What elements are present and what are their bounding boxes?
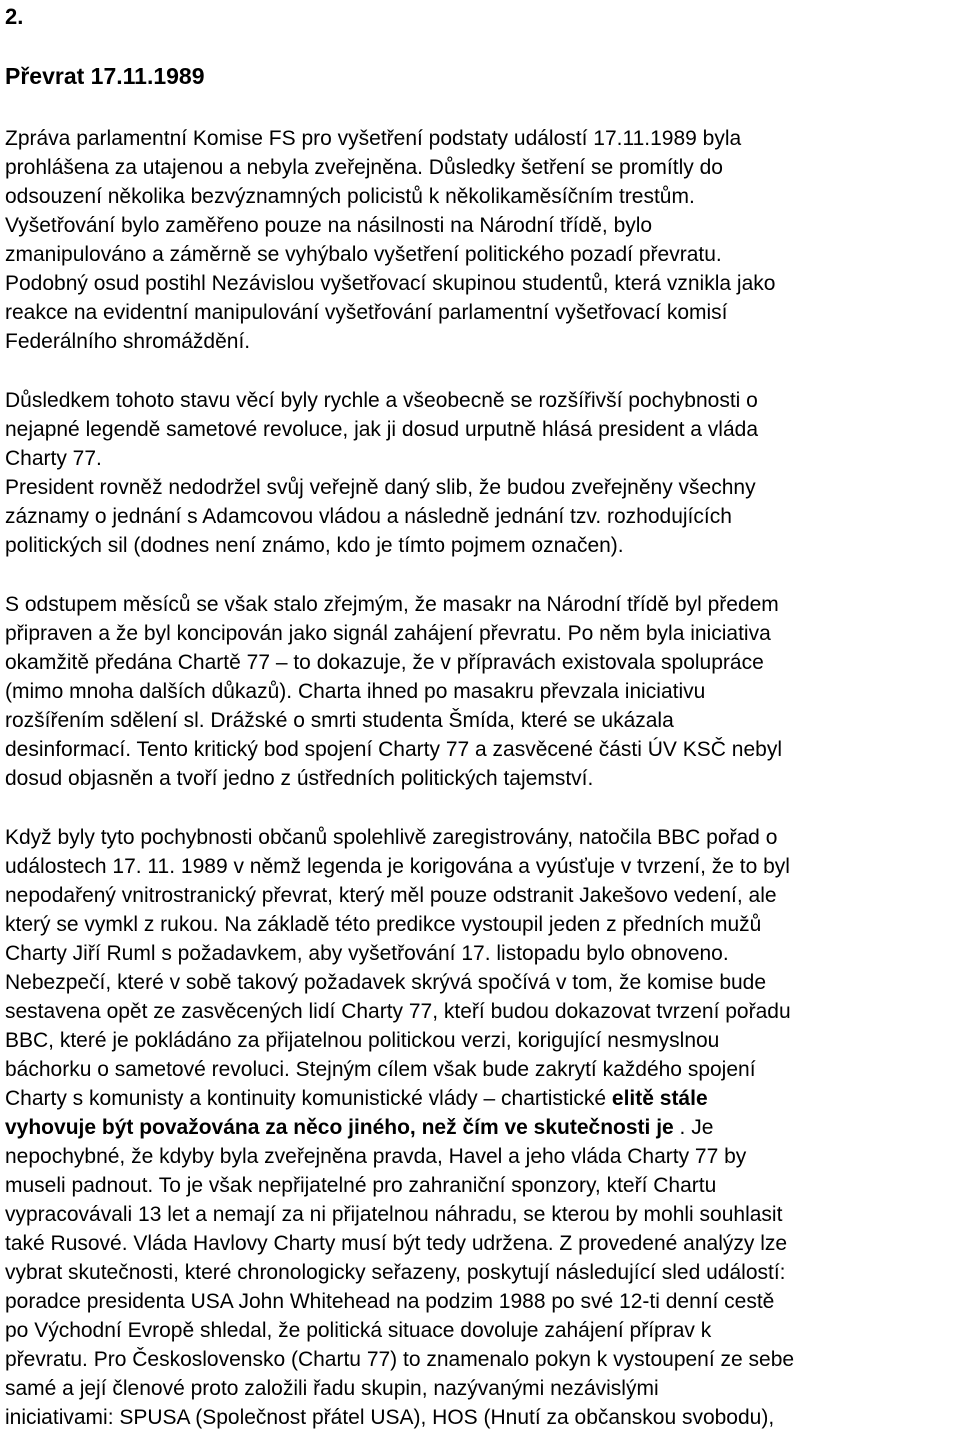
text-line: Vyšetřování bylo zaměřeno pouze na násilnosti na Národní třídě, bylo bbox=[5, 214, 653, 237]
text-line: (mimo mnoha dalších důkazů). Charta ihned po masakru převzala iniciativu bbox=[5, 680, 706, 703]
text-line: vypracovávali 13 let a nemají za ni přijatelnou náhradu, se kterou by mohli souhlasit bbox=[5, 1203, 783, 1226]
text-line: vybrat skutečnosti, které chronologicky seřazeny, poskytují následující sled událostí: bbox=[5, 1261, 786, 1284]
text-span: . Je bbox=[673, 1116, 714, 1139]
text-line: rozšířením sdělení sl. Drážské o smrti studenta Šmída, které se ukázala bbox=[5, 709, 674, 732]
text-line: převratu. Pro Československo (Chartu 77) to znamenalo pokyn k vystoupení ze sebe bbox=[5, 1348, 795, 1371]
text-line: samé a její členové proto založili řadu skupin, nazývanými nezávislými bbox=[5, 1377, 659, 1400]
text-line: sestavena opět ze zasvěcených lidí Charty 77, kteří budou dokazovat tvrzení pořadu bbox=[5, 1000, 791, 1023]
text-line: museli padnout. To je však nepřijatelné pro zahraniční sponzory, kteří Chartu bbox=[5, 1174, 717, 1197]
text-line: President rovněž nedodržel svůj veřejně daný slib, že budou zveřejněny všechny bbox=[5, 476, 756, 499]
bold-text-span: elitě stále bbox=[611, 1087, 708, 1110]
text-line: také Rusové. Vláda Havlovy Charty musí být tedy udržena. Z provedené analýzy lze bbox=[5, 1232, 788, 1255]
text-line: Podobný osud postihl Nezávislou vyšetřovací skupinou studentů, která vznikla jako bbox=[5, 272, 776, 295]
text-line: poradce presidenta USA John Whitehead na podzim 1988 po své 12-ti denní cestě bbox=[5, 1290, 775, 1313]
text-line: BBC, které je pokládáno za přijatelnou politickou verzi, korigující nesmyslnou bbox=[5, 1029, 720, 1052]
text-line: reakce na evidentní manipulování vyšetřování parlamentní vyšetřovací komisí bbox=[5, 301, 728, 324]
text-line: odsouzení několika bezvýznamných policistů k několikaměsíčním trestům. bbox=[5, 185, 695, 208]
bold-text-span: vyhovuje být považována za něco jiného, než čím ve skutečnosti je bbox=[5, 1116, 674, 1139]
text-line: politických sil (dodnes není známo, kdo je tímto pojmem označen). bbox=[5, 534, 624, 557]
text-line: záznamy o jednání s Adamcovou vládou a následně jednání tzv. rozhodujících bbox=[5, 505, 732, 528]
text-line: událostech 17. 11. 1989 v němž legenda je korigována a vyúsťuje v tvrzení, že to byl bbox=[5, 855, 790, 878]
text-line: Když byly tyto pochybnosti občanů spolehlivě zaregistrovány, natočila BBC pořad o bbox=[5, 826, 778, 849]
text-line: Charty Jiří Ruml s požadavkem, aby vyšetřování 17. listopadu bylo obnoveno. bbox=[5, 942, 729, 965]
text-line: Nebezpečí, které v sobě takový požadavek skrývá spočívá v tom, že komise bude bbox=[5, 971, 767, 994]
text-line: prohlášena za utajenou a nebyla zveřejněna. Důsledky šetření se promítly do bbox=[5, 156, 723, 179]
text-line: báchorku o sametové revoluci. Stejným cílem však bude zakrytí každého spojení bbox=[5, 1058, 756, 1081]
text-line: okamžitě předána Chartě 77 – to dokazuje, že v přípravách existovala spolupráce bbox=[5, 651, 764, 674]
text-line: Zpráva parlamentní Komise FS pro vyšetření podstaty událostí 17.11.1989 byla bbox=[5, 127, 742, 150]
text-line: desinformací. Tento kritický bod spojení Charty 77 a zasvěcené části ÚV KSČ nebyl bbox=[5, 738, 782, 761]
text-line: iniciativami: SPUSA (Společnost přátel USA), HOS (Hnutí za občanskou svobodu), bbox=[5, 1406, 775, 1429]
text-line: Důsledkem tohoto stavu věcí byly rychle a všeobecně se rozšířivší pochybnosti o bbox=[5, 389, 758, 412]
text-line: S odstupem měsíců se však stalo zřejmým, že masakr na Národní třídě byl předem bbox=[5, 593, 779, 616]
text-line: zmanipulováno a záměrně se vyhýbalo vyšetření politického pozadí převratu. bbox=[5, 243, 722, 266]
section-number: 2. bbox=[5, 4, 24, 29]
text-line: dosud objasněn a tvoří jedno z ústředních politických tajemství. bbox=[5, 767, 594, 790]
text-line: Charty 77. bbox=[5, 447, 102, 470]
text-line: po Východní Evropě shledal, že politická situace dovoluje zahájení příprav k bbox=[5, 1319, 712, 1342]
text-line: připraven a že byl koncipován jako signál zahájení převratu. Po něm byla iniciativa bbox=[5, 622, 771, 645]
mixed-text-line bbox=[5, 1084, 708, 1113]
mixed-text-line bbox=[5, 1113, 713, 1142]
text-line: nejapné legendě sametové revoluce, jak ji dosud urputně hlásá president a vláda bbox=[5, 418, 759, 441]
text-line: Federálního shromáždění. bbox=[5, 330, 251, 353]
text-line: nepodařený vnitrostranický převrat, který měl pouze odstranit Jakešovo vedení, ale bbox=[5, 884, 777, 907]
text-line: nepochybné, že kdyby byla zveřejněna pravda, Havel a jeho vláda Charty 77 by bbox=[5, 1145, 747, 1168]
text-span: Charty s komunisty a kontinuity komunistické vlády – chartistické bbox=[5, 1087, 612, 1110]
document-title: Převrat 17.11.1989 bbox=[5, 63, 205, 89]
text-line: který se vymkl z rukou. Na základě této predikce vystoupil jeden z předních mužů bbox=[5, 913, 762, 936]
